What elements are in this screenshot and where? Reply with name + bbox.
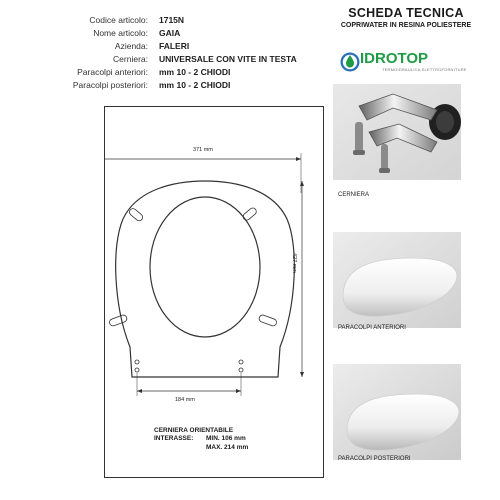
hinge-photo-caption: CERNIERA xyxy=(338,192,370,198)
spec-value: UNIVERSALE CON VITE IN TESTA xyxy=(159,54,297,64)
spec-value: GAIA xyxy=(159,28,181,38)
rear-bumper-photo xyxy=(333,364,461,460)
hinge-distance-label: INTERASSE: xyxy=(154,435,194,443)
technical-drawing xyxy=(104,106,324,478)
hinge-min: MIN. 106 mm xyxy=(206,435,246,443)
spec-row-name xyxy=(20,27,320,40)
front-bumper-photo xyxy=(333,232,461,328)
brand-name: IDROTOP xyxy=(360,50,429,67)
spec-label: Codice articolo: xyxy=(89,15,148,25)
spec-label: Cerniera: xyxy=(113,54,148,64)
spec-row-code xyxy=(20,14,320,27)
spec-table xyxy=(20,14,320,92)
brand-tagline: TERMOIDRAULICA ELETTROFORNITURE xyxy=(382,67,467,72)
spec-value: mm 10 - 2 CHIODI xyxy=(159,80,231,90)
spec-value: mm 10 - 2 CHIODI xyxy=(159,67,231,77)
hinge-photo xyxy=(333,84,461,180)
hinge-note-title: CERNIERA ORIENTABILE xyxy=(154,427,234,434)
spec-value: FALERI xyxy=(159,41,190,51)
spec-value: 1715N xyxy=(159,15,185,25)
toilet-seat-drawing xyxy=(105,107,323,477)
height-dimension-label: 427 mm xyxy=(291,253,297,273)
spec-label: Nome articolo: xyxy=(93,28,148,38)
spec-row-hinge xyxy=(20,53,320,66)
spec-row-company xyxy=(20,40,320,53)
sheet-subtitle: COPRIWATER IN RESINA POLIESTERE xyxy=(340,22,472,29)
width-dimension-label: 371 mm xyxy=(193,147,213,153)
brand-logo xyxy=(340,50,470,74)
front-bumper-photo-caption: PARACOLPI ANTERIORI xyxy=(338,325,406,331)
drop-icon xyxy=(340,50,360,74)
spec-row-rear-bumpers xyxy=(20,79,320,92)
spec-row-front-bumpers xyxy=(20,66,320,79)
rear-bumper-photo-caption: PARACOLPI POSTERIORI xyxy=(338,456,411,462)
hinge-note xyxy=(154,427,248,452)
spec-label: Paracolpi posteriori: xyxy=(72,80,148,90)
sheet-title: SCHEDA TECNICA xyxy=(348,6,464,20)
hinge-max: MAX. 214 mm xyxy=(206,443,249,451)
spec-label: Paracolpi anteriori: xyxy=(77,67,148,77)
hinge-dimension-label: 184 mm xyxy=(175,397,195,403)
spec-label: Azienda: xyxy=(114,41,148,51)
